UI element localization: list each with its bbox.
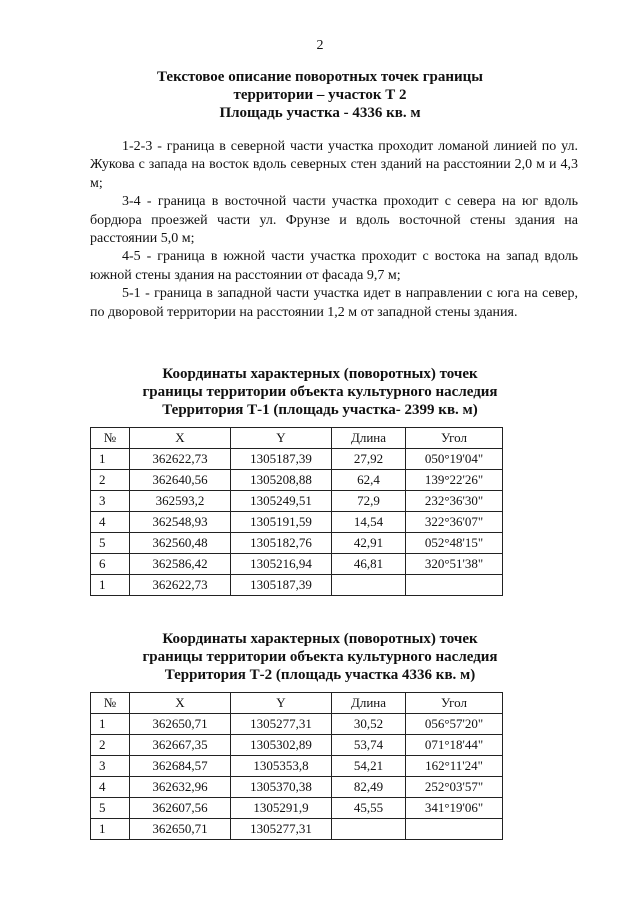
table-cell: 4 (91, 512, 130, 533)
coordinates-table-t2 (90, 692, 503, 840)
table-row (91, 449, 503, 470)
table-row (91, 470, 503, 491)
page-number: 2 (316, 38, 324, 53)
table-cell: 362560,48 (130, 533, 231, 554)
heading-line: Координаты характерных (поворотных) точек (162, 366, 478, 382)
heading-line: Территория Т-2 (площадь участка 4336 кв. м) (164, 667, 476, 683)
table-cell: 362548,93 (130, 512, 231, 533)
table-cell: 071°18'44" (406, 735, 503, 756)
table-cell: 3 (91, 491, 130, 512)
table-cell: 3 (91, 756, 130, 777)
table-cell: 4 (91, 777, 130, 798)
table-cell: 1 (91, 714, 130, 735)
boundary-description (90, 138, 578, 322)
table-cell: 341°19'06" (406, 798, 503, 819)
table-cell: 362667,35 (130, 735, 231, 756)
table-cell: 362650,71 (130, 714, 231, 735)
table-cell (406, 819, 503, 840)
heading-line: границы территории объекта культурного наследия (142, 649, 498, 665)
column-header: X (130, 428, 231, 449)
table-cell: 5 (91, 798, 130, 819)
table-row (91, 735, 503, 756)
table-cell: 1305187,39 (231, 575, 332, 596)
table-cell: 362632,96 (130, 777, 231, 798)
heading-line: границы территории объекта культурного наследия (142, 384, 498, 400)
section-heading (0, 68, 640, 122)
table-cell: 1305370,38 (231, 777, 332, 798)
column-header: Угол (406, 428, 503, 449)
heading-line: территории – участок Т 2 (233, 87, 407, 103)
table-cell (332, 575, 406, 596)
table-cell: 5 (91, 533, 130, 554)
column-header: № (91, 693, 130, 714)
column-header: X (130, 693, 231, 714)
table-row (91, 533, 503, 554)
table-cell: 1305302,89 (231, 735, 332, 756)
heading-line: Территория Т-1 (площадь участка- 2399 кв. м) (162, 402, 478, 418)
table-cell: 1305182,76 (231, 533, 332, 554)
table-cell: 42,91 (332, 533, 406, 554)
table-row (91, 819, 503, 840)
table-row (91, 575, 503, 596)
paragraph: 3-4 - граница в восточной части участка проходит с севера на юг вдоль бордюра проезжей части ул. Фрунзе и вдоль восточной стены здания на расстоянии 5,0 м; (90, 194, 578, 247)
table-cell: 1305353,8 (231, 756, 332, 777)
table-cell: 320°51'38" (406, 554, 503, 575)
table-cell: 1305191,59 (231, 512, 332, 533)
table-cell: 72,9 (332, 491, 406, 512)
table-cell: 252°03'57" (406, 777, 503, 798)
table-cell: 46,81 (332, 554, 406, 575)
table-cell: 050°19'04" (406, 449, 503, 470)
table-cell: 139°22'26" (406, 470, 503, 491)
table-cell: 362650,71 (130, 819, 231, 840)
table-row (91, 714, 503, 735)
column-header: Y (231, 428, 332, 449)
table-cell: 1305277,31 (231, 819, 332, 840)
table-cell: 322°36'07" (406, 512, 503, 533)
table-cell: 2 (91, 735, 130, 756)
table-cell: 1 (91, 449, 130, 470)
table-row (91, 512, 503, 533)
table-row (91, 756, 503, 777)
table-cell: 362607,56 (130, 798, 231, 819)
heading-line: Координаты характерных (поворотных) точек (162, 631, 478, 647)
heading-line: Площадь участка - 4336 кв. м (219, 105, 421, 121)
table-header-row (91, 428, 503, 449)
table-cell: 1305187,39 (231, 449, 332, 470)
table-cell: 1305249,51 (231, 491, 332, 512)
coordinates-table-t1 (90, 427, 503, 596)
table-cell: 2 (91, 470, 130, 491)
table-cell: 30,52 (332, 714, 406, 735)
table-cell: 362684,57 (130, 756, 231, 777)
table-cell: 232°36'30" (406, 491, 503, 512)
table2-heading (0, 630, 640, 684)
table1-heading (0, 365, 640, 419)
table-cell: 1 (91, 575, 130, 596)
table-cell: 362640,56 (130, 470, 231, 491)
table-cell: 1305216,94 (231, 554, 332, 575)
paragraph: 1-2-3 - граница в северной части участка проходит ломаной линией по ул. Жукова с запада на восток вдоль северных стен зданий на расстоянии 2,0 м и 4,3 м; (90, 139, 578, 191)
paragraph: 4-5 - граница в южной части участка проходит с востока на запад вдоль южной стены здания на расстоянии от фасада 9,7 м; (90, 249, 578, 283)
table-cell: 1305277,31 (231, 714, 332, 735)
table-cell: 14,54 (332, 512, 406, 533)
paragraph: 5-1 - граница в западной части участка идет в направлении с юга на север, по дворовой территории на расстоянии 1,2 м от западной стены здания. (90, 286, 578, 320)
table-cell: 052°48'15" (406, 533, 503, 554)
table-cell (332, 819, 406, 840)
heading-line: Текстовое описание поворотных точек границы (156, 69, 483, 85)
table-cell (406, 575, 503, 596)
column-header: Длина (332, 693, 406, 714)
table-row (91, 798, 503, 819)
table-cell: 056°57'20" (406, 714, 503, 735)
table-cell: 1 (91, 819, 130, 840)
table-cell: 162°11'24" (406, 756, 503, 777)
table-cell: 53,74 (332, 735, 406, 756)
column-header: Длина (332, 428, 406, 449)
table-cell: 45,55 (332, 798, 406, 819)
column-header: Y (231, 693, 332, 714)
table-row (91, 777, 503, 798)
column-header: № (91, 428, 130, 449)
table-cell: 6 (91, 554, 130, 575)
table-cell: 82,49 (332, 777, 406, 798)
table-cell: 362586,42 (130, 554, 231, 575)
table-cell: 362593,2 (130, 491, 231, 512)
table-cell: 1305291,9 (231, 798, 332, 819)
table-cell: 1305208,88 (231, 470, 332, 491)
table-cell: 362622,73 (130, 575, 231, 596)
table-cell: 62,4 (332, 470, 406, 491)
table-header-row (91, 693, 503, 714)
column-header: Угол (406, 693, 503, 714)
table-cell: 27,92 (332, 449, 406, 470)
table-cell: 362622,73 (130, 449, 231, 470)
table-cell: 54,21 (332, 756, 406, 777)
table-row (91, 554, 503, 575)
table-row (91, 491, 503, 512)
